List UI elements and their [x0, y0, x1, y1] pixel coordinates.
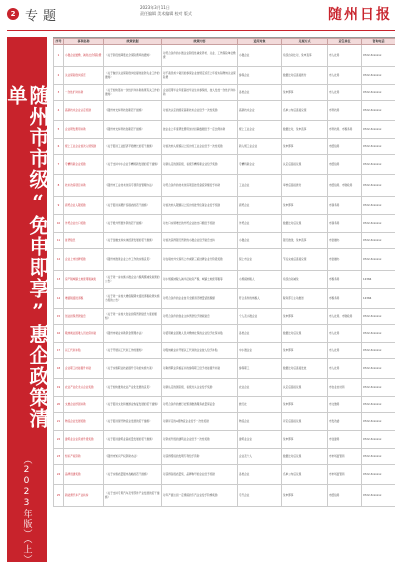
banner-title: 随州市市级“免申即享”惠企政策清单: [4, 85, 50, 429]
cell-name: 失业保险稳岗返还: [64, 67, 104, 85]
cell-name: 企业职工技能提升补贴: [64, 359, 104, 379]
page-number-badge: 2: [7, 8, 19, 20]
cell-no: 13: [54, 271, 64, 289]
cell-method: 免申即享: [282, 309, 328, 325]
cell-method: 认定后直接兑现: [282, 155, 328, 175]
cell-content: 对获得各级质量奖、品牌称号的企业给予奖励: [162, 465, 238, 485]
cell-target: 符合条件的纳税人: [238, 289, 282, 309]
cell-dept: 市商务局: [328, 215, 362, 233]
cell-phone: 0722-3xxxxxx: [362, 67, 396, 85]
cell-no: 4: [54, 101, 64, 121]
cell-phone: 0722-3xxxxxx: [362, 397, 396, 413]
cell-basis: 《关于支持中小企业专精特新发展的若干措施》: [104, 155, 162, 175]
cell-content: 对符合条件的旅行社暂退旅游服务质量保证金: [162, 397, 238, 413]
cell-method: 系统自动减免: [282, 271, 328, 289]
cell-no: 16: [54, 325, 64, 343]
cell-method: 名单公布后直接兑现: [282, 101, 328, 121]
cell-target: 规上工业企业: [238, 121, 282, 139]
cell-no: 20: [54, 397, 64, 413]
header-no: 序号: [55, 38, 62, 43]
table-row: [54, 413, 396, 431]
cell-basis: 《关于促进建筑业高质量发展的若干措施》: [104, 431, 162, 449]
cell-method: 免申即享: [282, 139, 328, 155]
cell-basis: 《关于促进消费扩容提质的若干措施》: [104, 197, 162, 215]
cell-phone: 0722-3xxxxxx: [362, 379, 396, 397]
cell-no: 21: [54, 413, 64, 431]
cell-basis: 《关于金融支持实体经济发展的若干措施》: [104, 233, 162, 249]
cell-dept: 市金融办: [328, 233, 362, 249]
table-row: [54, 139, 396, 155]
cell-method: 数据比对，免申直享: [282, 121, 328, 139]
cell-content: 对取得职业资格证书的参保职工给予技能提升补贴: [162, 359, 238, 379]
cell-no: 15: [54, 309, 64, 325]
cell-name: 吸纳就业困难人员社保补贴: [64, 325, 104, 343]
cell-phone: 0722-3xxxxxx: [362, 325, 396, 343]
cell-name: 以工代训补贴: [64, 343, 104, 359]
cell-target: 参保职工: [238, 359, 282, 379]
cell-no: 2: [54, 67, 64, 85]
cell-dept: 市市场监管局: [328, 449, 362, 465]
cell-basis: 《关于进一步加大增值税期末留抵退税政策实施力度的公告》: [104, 289, 162, 309]
table-row: [54, 309, 396, 325]
cell-content: 对资质升级的建筑业企业给予一次性奖励: [162, 431, 238, 449]
cell-no: 18: [54, 359, 64, 379]
cell-content: 对新认定的国家级、省级龙头企业给予奖励: [162, 379, 238, 397]
cell-target: 旅行社: [238, 397, 282, 413]
cell-basis: 《随州市支持科技创新若干措施》: [104, 101, 162, 121]
cell-phone: 0722-3xxxxxx: [362, 249, 396, 271]
cell-name: 小微企业缓缴、减免社会保险费: [64, 45, 104, 67]
cell-no: 8: [54, 175, 64, 197]
cell-target: 各类企业: [238, 85, 282, 101]
cell-dept: 市税务局: [328, 289, 362, 309]
cell-dept: 市人社局、市财政局: [328, 309, 362, 325]
cell-no: 6: [54, 139, 64, 155]
cell-dept: 市市场监管局: [328, 465, 362, 485]
cell-basis: 《关于促进现代物流业发展的若干措施》: [104, 413, 162, 431]
cell-dept: 市农业农村局: [328, 379, 362, 397]
cell-no: 10: [54, 215, 64, 233]
cell-target: 企业及个人: [238, 449, 282, 465]
cell-name: 建筑业企业资质升级奖励: [64, 431, 104, 449]
table-row: [54, 465, 396, 485]
cell-target: 各类企业: [238, 325, 282, 343]
cell-phone: 0722-3xxxxxx: [362, 233, 396, 249]
table-row: [54, 233, 396, 249]
cell-phone: 12366: [362, 271, 396, 289]
cell-content: 对符合条件的创业主体贷款给予财政贴息: [162, 309, 238, 325]
cell-phone: 0722-3xxxxxx: [362, 85, 396, 101]
cell-basis: 《随州市工业技术改造专项资金管理办法》: [104, 175, 162, 197]
cell-phone: 12366: [362, 289, 396, 309]
cell-target: 小规模纳税人: [238, 271, 282, 289]
cell-no: 1: [54, 45, 64, 67]
cell-content: 对吸纳就业并开展以工代训的企业按人给予补贴: [162, 343, 238, 359]
cell-name: 品牌创建奖励: [64, 465, 104, 485]
table-row: [54, 271, 396, 289]
cell-name: 物流企业发展奖励: [64, 413, 104, 431]
cell-method: 系统自动比对，免申直享: [282, 45, 328, 67]
cell-dept: 市人社局: [328, 45, 362, 67]
cell-dept: 市科技局: [328, 101, 362, 121]
table-row: [54, 249, 396, 271]
cell-no: 24: [54, 465, 64, 485]
cell-name: 农业产业化龙头企业奖励: [64, 379, 104, 397]
cell-name: 企业研发费用补助: [64, 121, 104, 139]
cell-content: 对符合条件的企业按月全额退还增量留抵税额: [162, 289, 238, 309]
cell-basis: 《关于促进工业经济平稳增长的若干措施》: [104, 139, 162, 155]
cell-name: 外贸企业出口奖励: [64, 215, 104, 233]
cell-method: 审核后直接拨付: [282, 175, 328, 197]
table-row: [54, 397, 396, 413]
table-row: [54, 359, 396, 379]
cell-basis: 《关于阶段性降低社会保险费率的通知》: [104, 45, 162, 67]
cell-dept: 市人社局: [328, 85, 362, 101]
cell-target: 新入规工业企业: [238, 139, 282, 155]
cell-method: 免申即享: [282, 485, 328, 507]
cell-phone: 0722-3xxxxxx: [362, 413, 396, 431]
cell-target: 工业企业: [238, 175, 282, 197]
cell-content: 企业招用毕业年度高校毕业生并参保的，按人发放一次性扩岗补助: [162, 85, 238, 101]
table-row: [54, 175, 396, 197]
cell-target: 高新技术企业: [238, 101, 282, 121]
cell-method: 数据比对后兑现: [282, 215, 328, 233]
date-line: 2023年3月11日: [140, 5, 170, 10]
table-row: [54, 121, 396, 139]
cell-method: 数据比对后兑现: [282, 325, 328, 343]
cell-method: 节点完成后直接兑现: [282, 249, 328, 271]
cell-phone: 0722-3xxxxxx: [362, 215, 396, 233]
cell-phone: 0722-3xxxxxx: [362, 449, 396, 465]
cell-name: 创业担保贷款贴息: [64, 309, 104, 325]
cell-phone: 0722-3xxxxxx: [362, 359, 396, 379]
cell-basis: 《关于进一步实施小微企业六税两费减免政策的公告》: [104, 271, 162, 289]
cell-basis: 《随州市就业补助资金管理办法》: [104, 325, 162, 343]
cell-content: 对符合条件的小微企业阶段性减免养老、失业、工伤保险单位缴费: [162, 45, 238, 67]
cell-phone: 0722-3xxxxxx: [362, 197, 396, 215]
cell-basis: 《关于支持专用汽车及零部件产业发展的若干措施》: [104, 485, 162, 507]
cell-method: 免申即享: [282, 85, 328, 101]
cell-target: 各类企业: [238, 465, 282, 485]
cell-method: 免申即享: [282, 397, 328, 413]
cell-content: 对在境内外交易所上市或新三板挂牌企业分阶段奖励: [162, 249, 238, 271]
header-method: 兑现方式: [282, 39, 328, 45]
cell-content: 对获得授权的发明专利给予资助: [162, 449, 238, 465]
header-basis: 政策依据: [104, 39, 162, 45]
cell-content: 对首次纳入规模以上统计的工业企业给予一次性奖励: [162, 139, 238, 155]
cell-no: 5: [54, 121, 64, 139]
cell-phone: 0722-3xxxxxx: [362, 155, 396, 175]
cell-no: 19: [54, 379, 64, 397]
cell-target: 小微企业: [238, 233, 282, 249]
cell-content: 对年产值达到一定规模的专汽企业给予阶梯奖励: [162, 485, 238, 507]
cell-name: 房产税城镇土地使用税减免: [64, 271, 104, 289]
cell-basis: 《关于开展以工代训工作的通知》: [104, 343, 162, 359]
cell-method: 免申即享: [282, 197, 328, 215]
header-rule: [7, 30, 395, 31]
cell-name: 新能源汽车产业扶持: [64, 485, 104, 507]
table-row: [54, 485, 396, 507]
cell-target: 农业企业: [238, 379, 282, 397]
header-content: 政策内容: [162, 39, 238, 45]
cell-phone: 0722-3xxxxxx: [362, 121, 396, 139]
cell-content: 对新认定的国家级、省级专精特新企业给予奖励: [162, 155, 238, 175]
cell-no: 12: [54, 249, 64, 271]
cell-basis: 《关于稳外贸稳外资的若干措施》: [104, 215, 162, 233]
table-row: [54, 215, 396, 233]
cell-phone: 0722-3xxxxxx: [362, 139, 396, 155]
cell-content: 对不裁员或少裁员的参保企业按规定返还上年度实际缴纳失业保险费: [162, 67, 238, 85]
table-row: [54, 379, 396, 397]
table-row: [54, 197, 396, 215]
header-phone: 咨询电话: [362, 39, 396, 45]
cell-no: 11: [54, 233, 64, 249]
cell-dept: 市住建局: [328, 431, 362, 449]
table-row: [54, 155, 396, 175]
cell-target: 外贸企业: [238, 215, 282, 233]
cell-basis: 《随州市支持科技创新若干措施》: [104, 121, 162, 139]
cell-dept: 市税务局: [328, 271, 362, 289]
table-row: [54, 289, 396, 309]
cell-no: 9: [54, 197, 64, 215]
table-row: [54, 325, 396, 343]
cell-phone: 0722-3xxxxxx: [362, 485, 396, 507]
cell-method: 数据比对后直接发放: [282, 359, 328, 379]
editor-line: 责任编辑 美术编辑 校对 版式: [140, 11, 192, 16]
cell-basis: 《关于加快落实一次性扩岗补助政策有关工作的通知》: [104, 85, 162, 101]
cell-content: 对首次获得银行贷款的小微企业给予贴息支持: [162, 233, 238, 249]
cell-phone: 0722-3xxxxxx: [362, 465, 396, 485]
banner-subtitle: （2023年版）（上）: [21, 454, 32, 565]
table-row: [54, 101, 396, 121]
cell-name: 商贸企业入限奖励: [64, 197, 104, 215]
cell-name: 首贷贴息: [64, 233, 104, 249]
section-label: 专题: [25, 9, 62, 24]
cell-method: 税务部门主动推送: [282, 289, 328, 309]
cell-method: 名单公布后兑现: [282, 465, 328, 485]
cell-method: 评定后直接兑现: [282, 413, 328, 431]
cell-method: 数据比对后直接拨付: [282, 67, 328, 85]
cell-name: 知识产权资助: [64, 449, 104, 465]
cell-basis: 《关于促进文化和旅游业恢复发展的若干措施》: [104, 397, 162, 413]
cell-basis: 《关于做好失业保险稳岗位提技能防失业工作的通知》: [104, 67, 162, 85]
page-header: [0, 0, 402, 36]
table-row: [54, 45, 396, 67]
cell-basis: 《随州市推进企业上市工作的实施意见》: [104, 249, 162, 271]
cell-dept: 市经信局: [328, 155, 362, 175]
table-row: [54, 67, 396, 85]
cell-content: 对招用就业困难人员并缴纳社保的企业给予社保补贴: [162, 325, 238, 343]
edition-info: [140, 5, 192, 17]
cell-name: 一次性扩岗补助: [64, 85, 104, 101]
cell-name: 文旅企业纾困补助: [64, 397, 104, 413]
cell-method: 认定后直接兑现: [282, 379, 328, 397]
cell-dept: 市人社局: [328, 359, 362, 379]
cell-no: 25: [54, 485, 64, 507]
policy-table-container: [53, 37, 395, 563]
cell-dept: 市发改委: [328, 413, 362, 431]
cell-name: 企业上市挂牌奖励: [64, 249, 104, 271]
newspaper-masthead: 随州日报: [328, 7, 392, 23]
cell-target: 拟上市企业: [238, 249, 282, 271]
cell-dept: 市科技局、市税务局: [328, 121, 362, 139]
cell-phone: 0722-3xxxxxx: [362, 45, 396, 67]
cell-target: 参保企业: [238, 67, 282, 85]
table-row: [54, 449, 396, 465]
cell-target: 商贸企业: [238, 197, 282, 215]
cell-target: 专汽企业: [238, 485, 282, 507]
cell-no: 14: [54, 289, 64, 309]
header-target: 适用对象: [238, 39, 282, 45]
cell-dept: 市经信局、市财政局: [328, 175, 362, 197]
cell-method: 数据比对后兑现: [282, 449, 328, 465]
cell-dept: 市人社局: [328, 67, 362, 85]
cell-target: 建筑业企业: [238, 431, 282, 449]
cell-basis: 《关于实施质量强市战略的若干措施》: [104, 465, 162, 485]
cell-basis: 《关于进一步加大创业担保贷款贴息力度的通知》: [104, 309, 162, 325]
cell-basis: 《随州市知识产权资助办法》: [104, 449, 162, 465]
cell-name: 增值税留抵退税: [64, 289, 104, 309]
header-dept: 责任单位: [328, 39, 362, 45]
table-row: [54, 85, 396, 101]
cell-name: 规上工业企业首次入规奖励: [64, 139, 104, 155]
cell-no: 17: [54, 343, 64, 359]
table-body: [54, 45, 396, 507]
table-row: [54, 431, 396, 449]
cell-target: 小微企业: [238, 45, 282, 67]
cell-phone: 0722-3xxxxxx: [362, 101, 396, 121]
cell-phone: 0722-3xxxxxx: [362, 175, 396, 197]
cell-basis: 《关于实施职业技能提升行动的实施方案》: [104, 359, 162, 379]
cell-method: 银行推送，免申直享: [282, 233, 328, 249]
cell-content: 对首次纳入限额以上统计的批零住餐企业给予奖励: [162, 197, 238, 215]
cell-content: 对小规模纳税人减半征收房产税、城镇土地使用税等: [162, 271, 238, 289]
cell-method: 免申即享: [282, 343, 328, 359]
cell-basis: 《关于加快推进农业产业化发展的意见》: [104, 379, 162, 397]
cell-method: 免申即享: [282, 431, 328, 449]
cell-phone: 0722-3xxxxxx: [362, 431, 396, 449]
cell-no: 7: [54, 155, 64, 175]
cell-content: 对符合条件的技术改造项目按设备投资额给予补助: [162, 175, 238, 197]
cell-target: 中小微企业: [238, 343, 282, 359]
cell-no: 23: [54, 449, 64, 465]
title-banner: [4, 37, 50, 565]
cell-content: 对新评定的A级物流企业给予一次性奖励: [162, 413, 238, 431]
table-row: [54, 343, 396, 359]
cell-name: 专精特新企业奖励: [64, 155, 104, 175]
cell-target: 专精特新企业: [238, 155, 282, 175]
cell-content: 按企业上年度研发费用加计扣除数据给予一定比例补助: [162, 121, 238, 139]
cell-dept: 市经信局: [328, 485, 362, 507]
header-name: 事项名称: [64, 39, 104, 45]
cell-dept: 市人社局: [328, 343, 362, 359]
cell-dept: 市人社局: [328, 325, 362, 343]
cell-no: 22: [54, 431, 64, 449]
cell-content: 对出口实绩增长的外贸企业按出口额给予奖励: [162, 215, 238, 233]
cell-dept: 市商务局: [328, 197, 362, 215]
cell-no: 3: [54, 85, 64, 101]
cell-content: 对首次认定的国家高新技术企业给予一次性奖励: [162, 101, 238, 121]
cell-phone: 0722-3xxxxxx: [362, 343, 396, 359]
cell-dept: 市经信局: [328, 139, 362, 155]
cell-phone: 0722-3xxxxxx: [362, 309, 396, 325]
cell-dept: 市文旅局: [328, 397, 362, 413]
policy-table: [53, 38, 395, 507]
cell-dept: 市金融办: [328, 249, 362, 271]
cell-name: 高新技术企业认定奖励: [64, 101, 104, 121]
cell-target: 个人及小微企业: [238, 309, 282, 325]
cell-target: 物流企业: [238, 413, 282, 431]
cell-name: 技术改造项目补助: [64, 175, 104, 197]
